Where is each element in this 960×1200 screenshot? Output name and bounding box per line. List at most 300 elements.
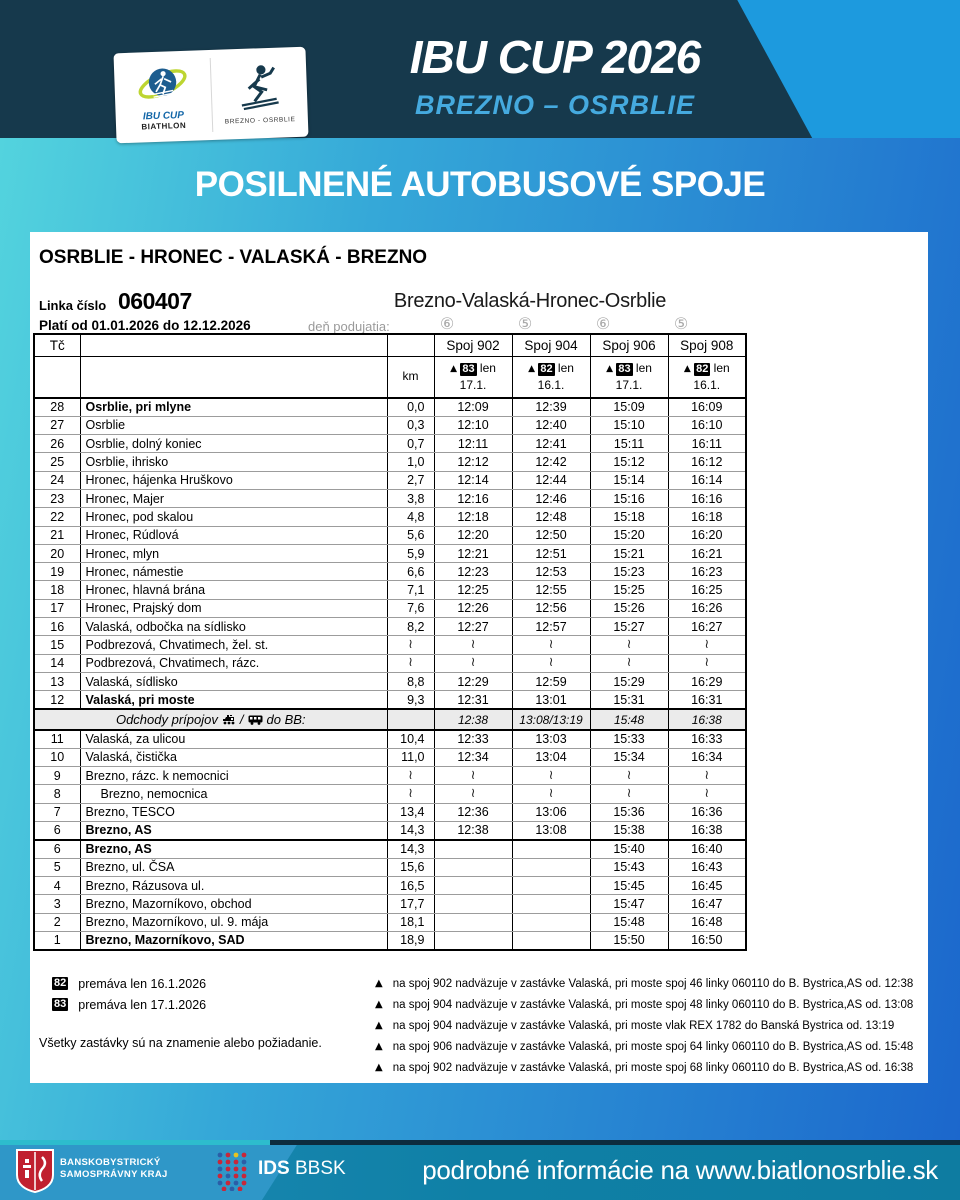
restriction-line (591, 361, 668, 378)
time-cell: 15:16 (590, 489, 668, 507)
event-day-circles (408, 314, 720, 333)
subheader-empty-stop (80, 356, 387, 398)
col-header-km-empty (387, 334, 434, 356)
time-cell: 15:40 (590, 840, 668, 858)
tc-cell: 5 (34, 858, 80, 876)
tc-cell: 25 (34, 453, 80, 471)
stop-name-cell: Hronec, hlavná brána (80, 581, 387, 599)
km-wave-cell: ≀ (387, 636, 434, 654)
km-cell: 15,6 (387, 858, 434, 876)
stop-row (34, 785, 746, 803)
service-header: Spoj 904 (512, 334, 590, 356)
service-restriction (590, 356, 668, 398)
stop-name-cell: Osrblie, dolný koniec (80, 435, 387, 453)
time-cell (434, 895, 512, 913)
tc-cell: 3 (34, 895, 80, 913)
service-restriction (668, 356, 746, 398)
region-name-line2: SAMOSPRÁVNY KRAJ (60, 1169, 168, 1180)
time-cell (434, 931, 512, 949)
time-cell: 12:41 (512, 435, 590, 453)
time-cell: 12:36 (434, 803, 512, 821)
stop-name-cell: Hronec, námestie (80, 563, 387, 581)
time-wave-cell: ≀ (590, 767, 668, 785)
stop-row (34, 526, 746, 544)
service-restriction (512, 356, 590, 398)
connection-note (375, 994, 935, 1015)
tc-cell: 2 (34, 913, 80, 931)
km-cell: 0,7 (387, 435, 434, 453)
col-header-stop (80, 334, 387, 356)
time-cell: 16:33 (668, 730, 746, 748)
restriction-word: len (713, 360, 730, 375)
service-badge: 82 (696, 362, 709, 375)
time-cell: 16:38 (668, 822, 746, 840)
tc-cell: 1 (34, 931, 80, 949)
time-wave-cell: ≀ (590, 785, 668, 803)
time-wave-cell: ≀ (434, 654, 512, 672)
km-cell: 17,7 (387, 895, 434, 913)
event-day-circle: ⑤ (517, 314, 533, 333)
ibu-logo-line2: BIATHLON (141, 120, 187, 132)
time-cell: 16:43 (668, 858, 746, 876)
stop-row (34, 803, 746, 821)
stop-row (34, 453, 746, 471)
time-cell: 12:20 (434, 526, 512, 544)
tc-cell: 9 (34, 767, 80, 785)
time-wave-cell: ≀ (668, 785, 746, 803)
ids-bbsk-logo-icon (214, 1151, 250, 1191)
time-cell: 15:29 (590, 672, 668, 690)
time-cell: 16:26 (668, 599, 746, 617)
time-cell (512, 840, 590, 858)
time-cell: 16:14 (668, 471, 746, 489)
km-cell: 10,4 (387, 730, 434, 748)
line-number: 060407 (118, 288, 192, 314)
connection-label-post: do BB: (266, 712, 306, 728)
stop-row (34, 599, 746, 617)
brezno-osrblie-logo (210, 47, 309, 140)
stop-row (34, 489, 746, 507)
km-cell: 4,8 (387, 508, 434, 526)
time-cell: 16:16 (668, 489, 746, 507)
stop-name-cell: Hronec, Rúdlová (80, 526, 387, 544)
stop-name-cell: Brezno, Mazorníkovo, ul. 9. mája (80, 913, 387, 931)
stop-name-cell: Brezno, nemocnica (80, 785, 387, 803)
note-text: na spoj 902 nadväzuje v zastávke Valaská, pri moste spoj 46 linky 060110 do B. Bystrica,AS od. 12:38 (392, 977, 914, 990)
time-cell: 16:11 (668, 435, 746, 453)
banner (0, 138, 960, 232)
time-cell: 16:45 (668, 876, 746, 894)
stop-row (34, 691, 746, 709)
time-cell: 12:44 (512, 471, 590, 489)
time-wave-cell: ≀ (434, 767, 512, 785)
km-cell: 7,6 (387, 599, 434, 617)
tc-cell: 18 (34, 581, 80, 599)
time-cell: 15:23 (590, 563, 668, 581)
stop-name-cell: Hronec, Prajský dom (80, 599, 387, 617)
time-cell: 15:33 (590, 730, 668, 748)
time-cell: 15:11 (590, 435, 668, 453)
tc-cell: 28 (34, 398, 80, 416)
triangle-icon: ▲ (450, 363, 457, 374)
event-day-label: deň podujatia: (308, 319, 390, 334)
line-number-label: Linka číslo (39, 298, 107, 313)
time-cell: 15:36 (590, 803, 668, 821)
time-cell: 16:47 (668, 895, 746, 913)
time-cell: 16:18 (668, 508, 746, 526)
time-cell: 12:33 (434, 730, 512, 748)
stop-row (34, 876, 746, 894)
time-cell: 15:27 (590, 618, 668, 636)
restriction-word: len (479, 360, 496, 375)
route-title: OSRBLIE - HRONEC - VALASKÁ - BREZNO (39, 247, 428, 268)
km-cell: 18,9 (387, 931, 434, 949)
connection-label-sep: / (239, 712, 244, 728)
stop-row (34, 435, 746, 453)
time-cell (512, 858, 590, 876)
triangle-icon: ▲ (375, 999, 383, 1010)
subheader-empty-tc (34, 356, 80, 398)
connection-note (375, 1015, 935, 1036)
timetable-table (33, 333, 747, 951)
time-cell: 15:18 (590, 508, 668, 526)
stop-row (34, 822, 746, 840)
stop-row (34, 618, 746, 636)
region-name-line1: BANSKOBYSTRICKÝ (60, 1157, 161, 1168)
legend-item (52, 973, 206, 994)
tc-cell: 14 (34, 654, 80, 672)
service-header: Spoj 902 (434, 334, 512, 356)
stop-name-cell: Osrblie (80, 416, 387, 434)
tc-cell: 26 (34, 435, 80, 453)
km-cell: 5,6 (387, 526, 434, 544)
stop-row (34, 563, 746, 581)
stop-name-cell: Hronec, hájenka Hruškovo (80, 471, 387, 489)
time-cell: 16:12 (668, 453, 746, 471)
km-cell: 14,3 (387, 840, 434, 858)
stop-row (34, 748, 746, 766)
connection-notes (375, 973, 935, 1078)
time-cell: 12:12 (434, 453, 512, 471)
stop-name-cell: Brezno, rázc. k nemocnici (80, 767, 387, 785)
time-wave-cell: ≀ (434, 785, 512, 803)
service-header-row (34, 334, 746, 356)
time-wave-cell: ≀ (512, 654, 590, 672)
stop-name-cell: Osrblie, pri mlyne (80, 398, 387, 416)
time-cell: 15:10 (590, 416, 668, 434)
legend-item (52, 994, 206, 1015)
time-cell: 12:55 (512, 581, 590, 599)
time-cell: 15:20 (590, 526, 668, 544)
time-wave-cell: ≀ (668, 654, 746, 672)
km-cell: 13,4 (387, 803, 434, 821)
connection-departures-row (34, 709, 746, 730)
stop-row (34, 931, 746, 949)
time-cell (512, 931, 590, 949)
time-cell: 12:27 (434, 618, 512, 636)
stop-name-cell: Osrblie, ihrisko (80, 453, 387, 471)
time-wave-cell: ≀ (512, 767, 590, 785)
route-direction: Brezno-Valaská-Hronec-Osrblie (393, 290, 667, 312)
stops-note: Všetky zastávky sú na znamenie alebo požiadanie. (39, 1036, 322, 1050)
event-day-circle: ⑥ (439, 314, 455, 333)
triangle-icon: ▲ (375, 1041, 383, 1052)
time-cell: 12:16 (434, 489, 512, 507)
logo-card (113, 47, 308, 144)
service-header: Spoj 908 (668, 334, 746, 356)
note-text: na spoj 904 nadväzuje v zastávke Valaská, pri moste spoj 48 linky 060110 do B. Bystrica,AS od. 13:08 (392, 998, 914, 1011)
time-cell (512, 876, 590, 894)
time-cell (434, 876, 512, 894)
time-cell: 12:21 (434, 544, 512, 562)
time-wave-cell: ≀ (512, 636, 590, 654)
time-cell: 16:20 (668, 526, 746, 544)
event-title: IBU CUP 2026 (409, 31, 701, 83)
time-cell: 16:21 (668, 544, 746, 562)
biathlete-icon (235, 62, 283, 116)
event-day-circle: ⑥ (595, 314, 611, 333)
connection-time-cell: 16:38 (668, 709, 746, 730)
time-cell: 15:43 (590, 858, 668, 876)
km-wave-cell: ≀ (387, 785, 434, 803)
time-cell: 16:31 (668, 691, 746, 709)
tc-cell: 12 (34, 691, 80, 709)
ibu-globe-icon (136, 61, 190, 111)
time-cell: 12:56 (512, 599, 590, 617)
footer-info-text: podrobné informácie na www.biatlonosrblie.sk (422, 1155, 938, 1185)
tc-cell: 13 (34, 672, 80, 690)
time-cell: 12:42 (512, 453, 590, 471)
validity-text: Platí od 01.01.2026 do 12.12.2026 (39, 318, 251, 333)
stop-row (34, 508, 746, 526)
tc-cell: 6 (34, 840, 80, 858)
note-text: na spoj 904 nadväzuje v zastávke Valaská, pri moste vlak REX 1782 do Banská Bystrica od. 13:19 (392, 1019, 895, 1032)
service-badge: 83 (618, 362, 631, 375)
time-cell: 15:48 (590, 913, 668, 931)
service-badge: 83 (462, 362, 475, 375)
time-cell: 13:06 (512, 803, 590, 821)
tc-cell: 16 (34, 618, 80, 636)
stop-name-cell: Podbrezová, Chvatimech, žel. st. (80, 636, 387, 654)
footer-strip-right (270, 1140, 960, 1145)
legend-text: premáva len 17.1.2026 (78, 997, 207, 1012)
km-wave-cell: ≀ (387, 767, 434, 785)
tc-cell: 27 (34, 416, 80, 434)
legend-badge: 83 (54, 998, 67, 1010)
time-cell: 16:10 (668, 416, 746, 434)
km-cell: 11,0 (387, 748, 434, 766)
tc-cell: 22 (34, 508, 80, 526)
time-cell: 15:31 (590, 691, 668, 709)
time-cell: 15:09 (590, 398, 668, 416)
time-cell: 15:50 (590, 931, 668, 949)
note-text: na spoj 902 nadväzuje v zastávke Valaská, pri moste spoj 68 linky 060110 do B. Bystrica,AS od. 16:38 (392, 1061, 914, 1074)
event-subtitle: BREZNO – OSRBLIE (414, 90, 696, 120)
stop-name-cell: Brezno, ul. ČSA (80, 858, 387, 876)
time-cell: 13:01 (512, 691, 590, 709)
time-cell: 16:27 (668, 618, 746, 636)
km-cell: 3,8 (387, 489, 434, 507)
km-wave-cell: ≀ (387, 654, 434, 672)
time-wave-cell: ≀ (590, 654, 668, 672)
time-cell (434, 840, 512, 858)
ibu-cup-logo (113, 50, 212, 143)
tc-cell: 20 (34, 544, 80, 562)
service-restriction (434, 356, 512, 398)
train-icon (222, 714, 236, 725)
time-cell: 12:38 (434, 822, 512, 840)
stop-name-cell: Hronec, Majer (80, 489, 387, 507)
tc-cell: 15 (34, 636, 80, 654)
time-cell: 13:03 (512, 730, 590, 748)
time-cell: 12:34 (434, 748, 512, 766)
tc-cell: 23 (34, 489, 80, 507)
connection-label (35, 712, 387, 727)
stop-name-cell: Valaská, odbočka na sídlisko (80, 618, 387, 636)
time-cell: 15:45 (590, 876, 668, 894)
stop-row (34, 544, 746, 562)
service-badge: 82 (540, 362, 553, 375)
bus-icon (248, 715, 263, 725)
time-cell: 16:09 (668, 398, 746, 416)
tc-cell: 21 (34, 526, 80, 544)
time-cell: 12:29 (434, 672, 512, 690)
km-cell: 8,2 (387, 618, 434, 636)
time-wave-cell: ≀ (668, 636, 746, 654)
stop-row (34, 654, 746, 672)
km-cell: 16,5 (387, 876, 434, 894)
time-cell: 16:25 (668, 581, 746, 599)
tc-cell: 17 (34, 599, 80, 617)
km-cell: 6,6 (387, 563, 434, 581)
km-cell: 8,8 (387, 672, 434, 690)
tc-cell: 19 (34, 563, 80, 581)
time-cell: 12:46 (512, 489, 590, 507)
col-header-tc: Tč (34, 334, 80, 356)
time-cell: 12:53 (512, 563, 590, 581)
stop-row (34, 767, 746, 785)
stop-name-cell: Valaská, pri moste (80, 691, 387, 709)
time-cell (512, 895, 590, 913)
col-header-km: km (387, 356, 434, 398)
stop-row (34, 840, 746, 858)
stop-name-cell: Brezno, Mazorníkovo, obchod (80, 895, 387, 913)
ibu-logo-line1: IBU CUP (142, 109, 185, 123)
time-cell (434, 913, 512, 931)
time-cell (434, 858, 512, 876)
time-cell: 12:14 (434, 471, 512, 489)
time-wave-cell: ≀ (434, 636, 512, 654)
stop-row (34, 398, 746, 416)
stop-name-cell: Hronec, mlyn (80, 544, 387, 562)
km-cell: 18,1 (387, 913, 434, 931)
time-cell: 16:34 (668, 748, 746, 766)
time-cell: 15:38 (590, 822, 668, 840)
time-wave-cell: ≀ (512, 785, 590, 803)
time-cell: 13:08 (512, 822, 590, 840)
restriction-word: len (635, 360, 652, 375)
time-cell: 16:23 (668, 563, 746, 581)
time-cell: 12:18 (434, 508, 512, 526)
time-cell: 12:48 (512, 508, 590, 526)
tc-cell: 10 (34, 748, 80, 766)
legend-text: premáva len 16.1.2026 (78, 976, 207, 991)
time-cell: 12:40 (512, 416, 590, 434)
stop-row (34, 471, 746, 489)
stop-name-cell: Valaská, sídlisko (80, 672, 387, 690)
tc-cell: 11 (34, 730, 80, 748)
time-cell: 16:40 (668, 840, 746, 858)
ids-label: IDS (258, 1158, 290, 1179)
bbsk-label: BBSK (294, 1158, 346, 1179)
time-cell: 12:23 (434, 563, 512, 581)
km-cell: 14,3 (387, 822, 434, 840)
connection-note (375, 1036, 935, 1057)
time-cell: 15:26 (590, 599, 668, 617)
km-cell: 2,7 (387, 471, 434, 489)
tc-cell: 7 (34, 803, 80, 821)
triangle-icon: ▲ (375, 1062, 383, 1073)
footer-strip-left (0, 1140, 270, 1145)
stop-name-cell: Valaská, za ulicou (80, 730, 387, 748)
restriction-date: 17.1. (459, 377, 487, 392)
triangle-icon: ▲ (528, 363, 535, 374)
stop-name-cell: Brezno, TESCO (80, 803, 387, 821)
km-cell: 1,0 (387, 453, 434, 471)
service-header: Spoj 906 (590, 334, 668, 356)
tc-cell: 8 (34, 785, 80, 803)
service-restriction-row (34, 356, 746, 398)
time-cell: 12:57 (512, 618, 590, 636)
triangle-icon: ▲ (375, 978, 383, 989)
time-cell: 13:04 (512, 748, 590, 766)
time-cell: 15:34 (590, 748, 668, 766)
triangle-icon: ▲ (606, 363, 613, 374)
stop-name-cell: Valaská, čistička (80, 748, 387, 766)
time-cell: 16:48 (668, 913, 746, 931)
connection-km-cell (387, 709, 434, 730)
legend (52, 973, 206, 1015)
time-cell: 12:09 (434, 398, 512, 416)
time-cell: 15:14 (590, 471, 668, 489)
connection-time-cell: 15:48 (590, 709, 668, 730)
time-cell: 12:59 (512, 672, 590, 690)
time-cell: 16:29 (668, 672, 746, 690)
stop-row (34, 913, 746, 931)
timetable-card (30, 232, 928, 1083)
time-cell: 12:51 (512, 544, 590, 562)
stop-name-cell: Hronec, pod skalou (80, 508, 387, 526)
time-cell: 12:26 (434, 599, 512, 617)
stop-row (34, 581, 746, 599)
event-logo-label: BREZNO - OSRBLIE (224, 116, 296, 126)
km-cell: 0,0 (387, 398, 434, 416)
time-cell: 15:21 (590, 544, 668, 562)
ids-bbsk-label (258, 1158, 346, 1180)
stop-row (34, 672, 746, 690)
time-cell: 16:36 (668, 803, 746, 821)
km-cell: 0,3 (387, 416, 434, 434)
time-cell: 12:10 (434, 416, 512, 434)
triangle-icon: ▲ (375, 1020, 383, 1031)
stop-row (34, 858, 746, 876)
header-banner (0, 0, 960, 138)
time-cell: 15:47 (590, 895, 668, 913)
time-cell: 12:25 (434, 581, 512, 599)
restriction-line (435, 361, 512, 378)
connection-time-cell: 12:38 (434, 709, 512, 730)
connection-time-cell: 13:08/13:19 (512, 709, 590, 730)
